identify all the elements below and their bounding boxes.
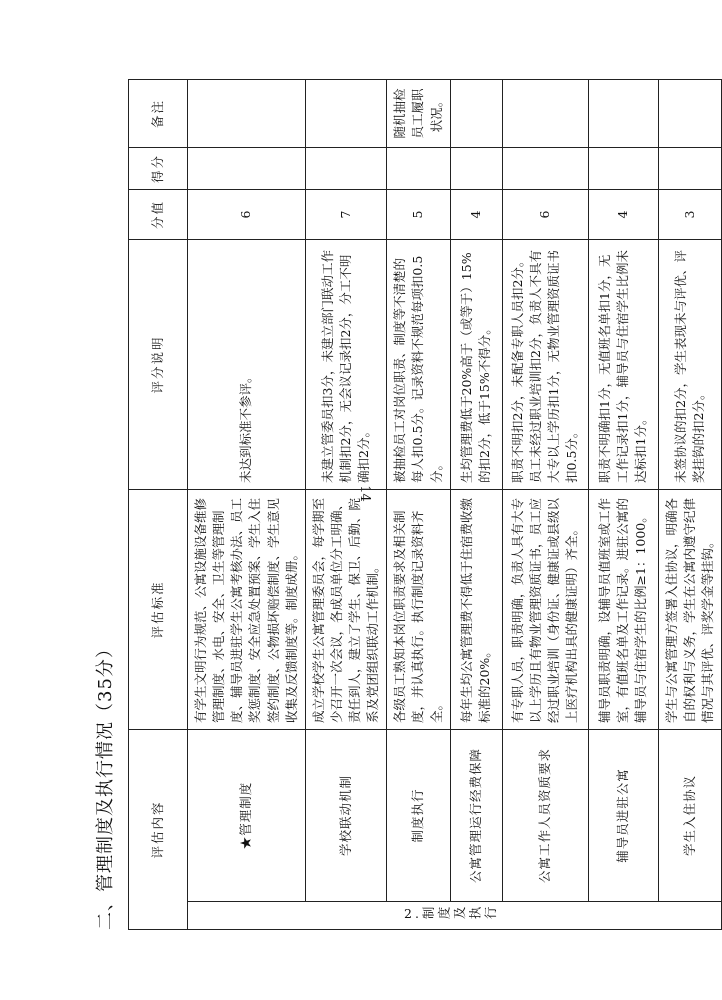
- item-cell: 公寓工作人员资质要求: [502, 729, 588, 901]
- item-cell: 学生入住协议: [658, 729, 721, 901]
- table-row: [188, 79, 306, 929]
- category-label: 2.制度及执行: [404, 905, 500, 921]
- got-cell: [387, 147, 450, 189]
- item-cell: 辅导员进驻公寓: [588, 729, 658, 901]
- note-cell: [658, 79, 721, 147]
- got-cell: [502, 147, 588, 189]
- page-number: 14: [356, 485, 372, 502]
- standard-cell: 成立学校学生公寓管理委员会，每学期至少召开一次会议，各成员单位分工明确、责任到人，建立了学生、保卫、后勤、院系及党团组织联动工作机制。: [305, 489, 387, 729]
- note-cell: 随机抽检员工履职状况。: [387, 79, 450, 147]
- table-row: [588, 79, 658, 929]
- header-score: 分值: [129, 189, 188, 239]
- note-cell: [188, 79, 306, 147]
- explain-cell: 未建立管委员扣3分，未建立部门联动工作机制扣2分，无会议记录扣2分，分工不明确扣2分。: [305, 239, 387, 489]
- header-content: 评估内容: [129, 729, 188, 929]
- got-cell: [305, 147, 387, 189]
- table-row: [450, 79, 502, 929]
- got-cell: [588, 147, 658, 189]
- header-got: 得分: [129, 147, 188, 189]
- table-header-row: [129, 79, 188, 929]
- explain-cell: 未签协议的扣2分，学生表现未与评优、评奖挂钩的扣2分。: [658, 239, 721, 489]
- score-cell: 4: [588, 189, 658, 239]
- table-row: [305, 79, 387, 929]
- section-heading: 二、管理制度及执行情况（35分）: [95, 639, 116, 930]
- explain-cell: 被抽检员工对岗位职责、制度等不清楚的每人扣0.5分。记录资料不规范每项扣0.5分。: [387, 239, 450, 489]
- score-cell: 6: [188, 189, 306, 239]
- got-cell: [658, 147, 721, 189]
- evaluation-table: [128, 79, 722, 930]
- table-row: [502, 79, 588, 929]
- note-cell: [450, 79, 502, 147]
- item-cell: ★管理制度: [188, 729, 306, 901]
- standard-cell: 有学生文明行为规范、公寓设施设备维修管理制度、水电、安全、卫生等管理制度、辅导员进驻学生公寓考核办法、员工奖惩制度、安全应急处置预案、学生入住签约制度、公物损坏赔偿制度、学生意见收集及反馈制度等。制度成册。: [188, 489, 306, 729]
- note-cell: [588, 79, 658, 147]
- table-row: [658, 79, 721, 929]
- header-explain: 评分说明: [129, 239, 188, 489]
- score-cell: 7: [305, 189, 387, 239]
- standard-cell: 各级员工熟知本岗位职责要求及相关制度，并认真执行。执行制度记录资料齐全。: [387, 489, 450, 729]
- standard-cell: 有专职人员，职责明确，负责人具有大专以上学历且有物业管理资质证书，员工应经过职业培训（身份证、健康证或县级以上医疗机构出具的健康证明）齐全。: [502, 489, 588, 729]
- note-cell: [502, 79, 588, 147]
- table-row: [387, 79, 450, 929]
- explain-cell: 职责不明确扣1分，无值班名单扣1分，无工作记录扣1分，辅导员与住宿学生比例未达标扣1分。: [588, 239, 658, 489]
- explain-cell: 职责不明扣2分，未配备专职人员扣2分。员工未经过职业培训扣2分，负责人不具有大专以上学历扣1分，无物业管理资质证书扣0.5分。: [502, 239, 588, 489]
- item-cell: 制度执行: [387, 729, 450, 901]
- score-cell: 5: [387, 189, 450, 239]
- header-standard: 评估标准: [129, 489, 188, 729]
- score-cell: 3: [658, 189, 721, 239]
- category-cell: [188, 902, 722, 930]
- got-cell: [450, 147, 502, 189]
- score-cell: 6: [502, 189, 588, 239]
- item-cell: 学校联动机制: [305, 729, 387, 901]
- got-cell: [188, 147, 306, 189]
- item-cell: 公寓管理运行经费保障: [450, 729, 502, 901]
- rotated-page-content: [84, 80, 715, 930]
- standard-cell: 学生与公寓管理方签署入住协议，明确各自的权利与义务，学生在公寓内遵守纪律情况与其评优、评奖学金等挂钩。: [658, 489, 721, 729]
- standard-cell: 辅导员职责明确，设辅导员值班室或工作室，有值班名单及工作记录。进驻公寓的辅导员与住宿学生的比例≥1：1000。: [588, 489, 658, 729]
- explain-cell: 生均管理费低于20%高于（或等于）15%的扣2分，低于15%不得分。: [450, 239, 502, 489]
- note-cell: [305, 79, 387, 147]
- score-cell: 4: [450, 189, 502, 239]
- header-note: 备注: [129, 79, 188, 147]
- standard-cell: 每年生均公寓管理费不得低于住宿费收缴标准的20%。: [450, 489, 502, 729]
- explain-cell: 未达到标准不参评。: [188, 239, 306, 489]
